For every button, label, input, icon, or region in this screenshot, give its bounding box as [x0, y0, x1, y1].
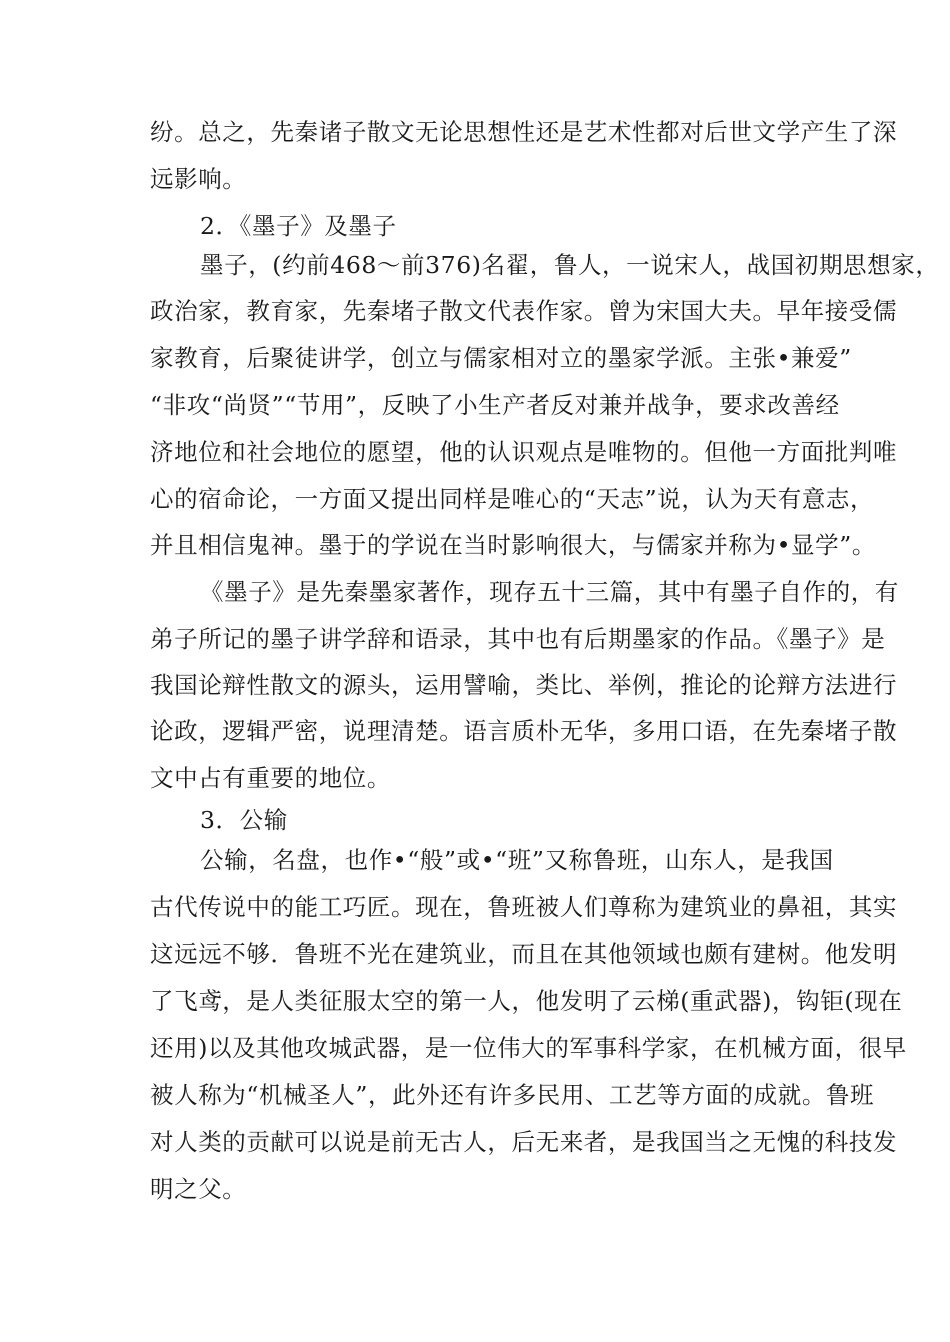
text-line: 纷。总之，先秦诸子散文无论思想性还是艺术性都对后世文学产生了深	[150, 118, 898, 146]
text-line: 古代传说中的能工巧匠。现在，鲁班被人们尊称为建筑业的鼻祖，其实	[150, 893, 898, 921]
paragraph-start-line: 墨子，(约前468～前376)名翟，鲁人，一说宋人，战国初期思想家，	[200, 251, 940, 279]
section-heading: 2．《墨子》及墨子	[200, 212, 397, 240]
text-line: 家教育，后聚徒讲学，创立与儒家相对立的墨家学派。主张•兼爱”	[150, 344, 852, 372]
section-heading: 3．公输	[200, 806, 288, 834]
text-line: 并且相信鬼神。墨于的学说在当时影响很大，与儒家并称为•显学”。	[150, 531, 876, 559]
text-line: 论政，逻辑严密，说理清楚。语言质朴无华，多用口语，在先秦堵子散	[150, 717, 898, 745]
text-line: 被人称为“机械圣人”，此外还有许多民用、工艺等方面的成就。鲁班	[150, 1081, 875, 1109]
text-line: 政治家，教育家，先秦堵子散文代表作家。曾为宋国大夫。早年接受儒	[150, 297, 898, 325]
text-line: 明之父。	[150, 1175, 247, 1203]
text-line: 我国论辩性散文的源头，运用譬喻，类比、举例，推论的论辩方法进行	[150, 671, 898, 699]
paragraph-start-line: 《墨子》是先秦墨家著作，现存五十三篇，其中有墨子自作的，有	[200, 578, 899, 606]
text-line: 心的宿命论，一方面又提出同样是唯心的“天志”说，认为天有意志，	[150, 485, 875, 513]
paragraph-start-line: 公输，名盘，也作•“般”或•“班”又称鲁班，山东人，是我国	[200, 846, 834, 874]
text-line: 远影响。	[150, 165, 247, 193]
text-line: 对人类的贡献可以说是前无古人，后无来者，是我国当之无愧的科技发	[150, 1128, 898, 1156]
text-line: 还用)以及其他攻城武器，是一位伟大的军事科学家，在机械方面，很早	[150, 1034, 907, 1062]
text-line: 济地位和社会地位的愿望，他的认识观点是唯物的。但他一方面批判唯	[150, 438, 898, 466]
text-line: 了飞鸢，是人类征服太空的第一人，他发明了云梯(重武器)，钩钜(现在	[150, 987, 903, 1015]
text-line: 弟子所记的墨子讲学辞和语录，其中也有后期墨家的作品。《墨子》是	[150, 625, 886, 653]
text-line: “非攻“尚贤”“节用”，反映了小生产者反对兼并战争，要求改善经	[150, 391, 840, 419]
text-line: 文中占有重要的地位。	[150, 764, 391, 792]
text-line: 这远远不够．鲁班不光在建筑业，而且在其他领域也颇有建树。他发明	[150, 940, 898, 968]
